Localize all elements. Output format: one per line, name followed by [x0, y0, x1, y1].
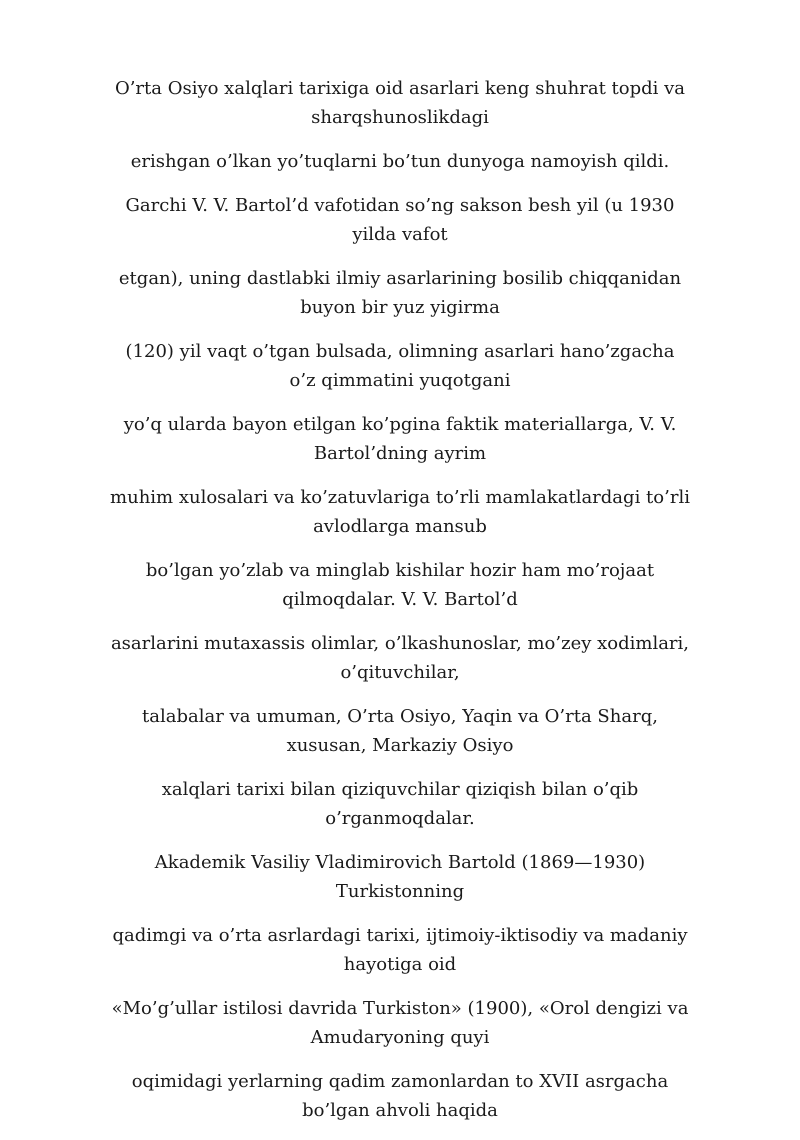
document-body: [110, 74, 690, 1140]
paragraph-1: O’rta Osiyo xalqlari tarixiga oid asarlari keng shuhrat topdi va sharqshunoslikdagi: [114, 78, 686, 128]
paragraph-7: muhim xulosalari va ko’zatuvlariga to’rli mamlakatlardagi to’rli avlodlarga mansub: [110, 487, 690, 537]
paragraph-2: erishgan o’lkan yo’tuqlarni bo’tun dunyoga namoyish qildi.: [130, 151, 670, 172]
paragraph-8: bo’lgan yo’zlab va minglab kishilar hozir ham mo’rojaat qilmoqdalar. V. V. Bartol’d: [145, 560, 655, 610]
paragraph-14: «Mo’g’ullar istilosi davrida Turkiston» (1900), «Orol dengizi va Amudaryoning quyi: [111, 998, 689, 1048]
paragraph-4: etgan), uning dastlabki ilmiy asarlarining bosilib chiqqanidan buyon bir yuz yigirma: [118, 268, 682, 318]
paragraph-3: Garchi V. V. Bartol’d vafotidan so’ng sakson besh yil (u 1930 yilda vafot: [125, 195, 675, 245]
paragraph-11: xalqlari tarixi bilan qiziquvchilar qiziqish bilan o’qib o’rganmoqdalar.: [161, 779, 639, 829]
paragraph-12: Akademik Vasiliy Vladimirovich Bartold (1869—1930) Turkistonning: [154, 852, 646, 902]
paragraph-5: (120) yil vaqt o’tgan bulsada, olimning asarlari hano’zgacha o’z qimmatini yuqotgani: [125, 341, 675, 391]
paragraph-10: talabalar va umuman, O’rta Osiyo, Yaqin va O’rta Sharq, xususan, Markaziy Osiyo: [142, 706, 658, 756]
paragraph-6: yo’q ularda bayon etilgan ko’pgina faktik materiallarga, V. V. Bartol’dning ayrim: [123, 414, 677, 464]
paragraph-15: oqimidagi yerlarning qadim zamonlardan to XVII asrgacha bo’lgan ahvoli haqida: [131, 1071, 669, 1121]
paragraph-13: qadimgi va o’rta asrlardagi tarixi, ijtimoiy-iktisodiy va madaniy hayotiga oid: [112, 925, 688, 975]
paragraph-9: asarlarini mutaxassis olimlar, o’lkashunoslar, mo’zey xodimlari, o’qituvchilar,: [110, 633, 690, 683]
